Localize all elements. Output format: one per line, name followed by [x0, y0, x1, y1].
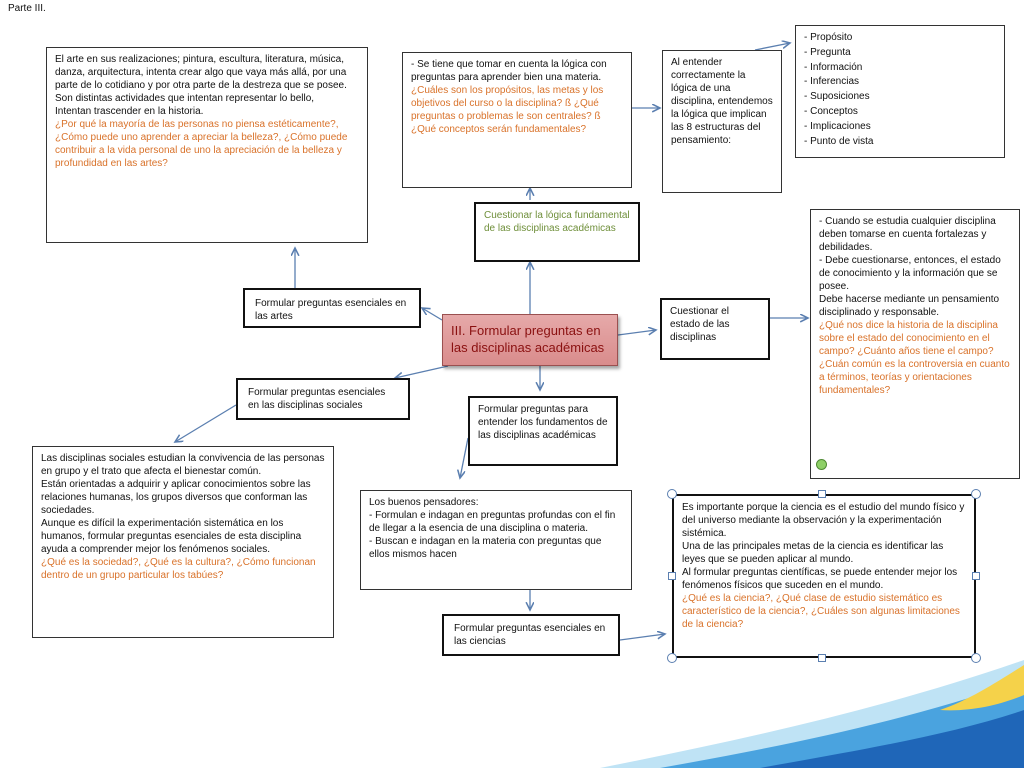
arts-detail-2: Son distintas actividades que intentan representar lo bello,: [55, 93, 315, 104]
logic-understanding-box: [662, 50, 782, 193]
node-foundations-label: Formular preguntas para entender los fundamentos de las disciplinas académicas: [478, 404, 608, 441]
page-title: Parte III.: [8, 3, 46, 14]
logic-questions: ¿Cuáles son los propósitos, las metas y los objetivos del curso o la disciplina? ß ¿Qué preguntas o problemas le son centrales? ß ¿Qué conceptos serán fundamentales?: [411, 85, 604, 135]
resize-handle-top-right[interactable]: [971, 489, 981, 499]
logic-detail: - Se tiene que tomar en cuenta la lógica con preguntas para aprender bien una materia.: [411, 59, 607, 83]
structure-item: - Pregunta: [804, 46, 851, 58]
node-state-label: Cuestionar el estado de las disciplinas: [670, 306, 730, 343]
logic-detail-box: [402, 52, 632, 188]
science-detail-box[interactable]: [672, 494, 976, 658]
state-detail-3: Debe hacerse mediante un pensamiento disciplinado y responsable.: [819, 294, 1000, 318]
structure-item: - Implicaciones: [804, 120, 871, 132]
node-social: [236, 378, 410, 420]
central-topic: [442, 314, 618, 366]
science-questions: ¿Qué es la ciencia?, ¿Qué clase de estudio sistemático es característico de la ciencia?, ¿Cuáles son algunas limitaciones de la ciencia?: [682, 593, 960, 630]
decorative-swoosh: [560, 650, 1024, 768]
resize-handle-top-left[interactable]: [667, 489, 677, 499]
foundations-detail-3: - Buscan e indagan en la materia con preguntas que ellos mismos hacen: [369, 536, 602, 560]
state-detail-box: [810, 209, 1020, 479]
node-arts: [243, 288, 421, 328]
state-detail-2: - Debe cuestionarse, entonces, el estado de conocimiento y la información que se posee.: [819, 255, 1001, 292]
state-questions: ¿Qué nos dice la historia de la disciplina sobre el estado del conocimiento en el campo? ¿Cuánto años tiene el campo? ¿Cuán común es la controversia en cuanto a términos, teorías y orientaciones fundamentales?: [819, 320, 1010, 396]
resize-handle-top[interactable]: [818, 490, 826, 498]
social-detail-3: Aunque es difícil la experimentación sistemática en los humanos, formular preguntas esenciales de esta disciplina ayuda a comprender mejor los fenómenos sociales.: [41, 518, 302, 555]
thought-structures-box: [795, 25, 1005, 158]
resize-handle-left[interactable]: [668, 572, 676, 580]
structure-item: - Información: [804, 61, 863, 73]
node-arts-label: Formular preguntas esenciales en las artes: [255, 298, 407, 322]
arts-detail-1: El arte en sus realizaciones; pintura, escultura, literatura, música, danza, arquitectura, intenta crear algo que vaya más allá, por una parte de lo cotidiano y por otra parte de la destreza que se posee.: [55, 54, 347, 91]
structure-item: - Punto de vista: [804, 135, 874, 147]
foundations-detail-box: [360, 490, 632, 590]
state-detail-1: - Cuando se estudia cualquier disciplina deben tomarse en cuenta fortalezas y debilidades.: [819, 216, 996, 253]
social-questions: ¿Qué es la sociedad?, ¿Qué es la cultura?, ¿Cómo funcionan dentro de un grupo particular los tabúes?: [41, 557, 316, 581]
node-foundations: [468, 396, 618, 466]
logic-understanding: Al entender correctamente la lógica de una disciplina, entendemos la lógica que implican las 8 estructuras del pensamiento:: [671, 57, 773, 146]
structure-item: - Inferencias: [804, 76, 860, 88]
node-state: [660, 298, 770, 360]
science-detail-2: Una de las principales metas de la ciencia es identificar las leyes que se pueden aplicar al mundo.: [682, 541, 944, 565]
node-social-label: Formular preguntas esenciales en las disciplinas sociales: [248, 387, 386, 411]
science-detail-3: Al formular preguntas científicas, se puede entender mejor los fenómenos físicos que suceden en el mundo.: [682, 567, 958, 591]
foundations-detail-1: Los buenos pensadores:: [369, 497, 479, 508]
social-detail-1: Las disciplinas sociales estudian la convivencia de las personas en grupo y el trato que afecta el bienestar común.: [41, 453, 325, 477]
arts-questions: ¿Por qué la mayoría de las personas no piensa estéticamente?, ¿Cómo puede uno aprender a apreciar la belleza?, ¿Cómo puede contribuir a la vida personal de uno la apreciación de la belleza y profundidad en las artes?: [55, 119, 348, 169]
resize-handle-right[interactable]: [972, 572, 980, 580]
social-detail-2: Están orientadas a adquirir y aplicar conocimientos sobre las relaciones humanas, los grupos diversos que conforman las sociedades.: [41, 479, 311, 516]
arts-detail-box: [46, 47, 368, 243]
central-topic-label: III. Formular preguntas en las disciplinas académicas: [451, 323, 605, 355]
structure-item: - Suposiciones: [804, 91, 870, 103]
social-detail-box: [32, 446, 334, 638]
node-science-label: Formular preguntas esenciales en las ciencias: [454, 623, 606, 647]
arts-detail-3: Intentan trascender en la historia.: [55, 106, 204, 117]
science-detail-1: Es importante porque la ciencia es el estudio del mundo físico y del universo mediante la observación y la experimentación sistémica.: [682, 502, 965, 539]
node-logic-label: Cuestionar la lógica fundamental de las disciplinas académicas: [484, 210, 630, 234]
structure-item: - Propósito: [804, 32, 853, 43]
foundations-detail-2: - Formulan e indagan en preguntas profundas con el fin de llegar a la esencia de una disciplina o materia.: [369, 510, 616, 534]
rotate-handle[interactable]: [816, 459, 827, 470]
structure-item: - Conceptos: [804, 105, 858, 117]
node-logic: [474, 202, 640, 262]
